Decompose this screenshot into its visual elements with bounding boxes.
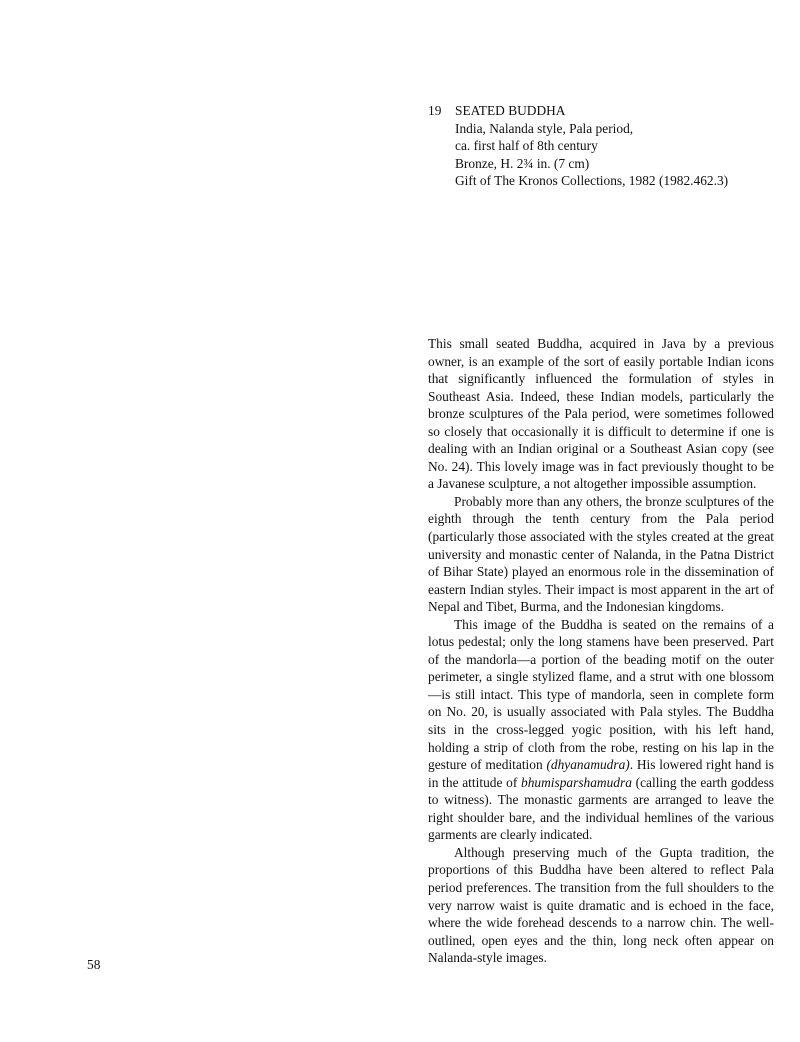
caption-credit: Gift of The Kronos Collections, 1982 (1982.462.3)	[455, 173, 729, 189]
paragraph-3: This image of the Buddha is seated on the remains of a lotus pedestal; only the long stamens have been preserved. Part of the mandorla—a portion of the beading motif on the outer perimeter, a single stylized flame, and a strut with one blossom—is still intact. This type of mandorla, seen in complete form on No. 20, is usually associated with Pala styles. The Buddha sits in the cross-legged yogic position, with his left hand, holding a strip of cloth from the robe, resting on his lap in the gesture of meditation (dhyanamudra). His lowered right hand is in the attitude of bhumisparshamudra (calling the earth goddess to witness). The monastic garments are arranged to leave the right shoulder bare, and the individual hemlines of the various garments are clearly indicated.	[428, 616, 774, 843]
caption-title: SEATED BUDDHA	[455, 103, 566, 118]
caption-material: Bronze, H. 2¾ in. (7 cm)	[455, 155, 590, 171]
caption-lines	[455, 102, 788, 190]
paragraph-2: Probably more than any others, the bronze sculptures of the eighth through the tenth century from the Pala period (particularly those associated with the styles created at the great university and monastic center of Nalanda, in the Patna District of Bihar State) played an enormous role in the dissemination of eastern Indian styles. Their impact is most apparent in the art of Nepal and Tibet, Burma, and the Indonesian kingdoms.	[428, 493, 774, 615]
paragraph-4: Although preserving much of the Gupta tradition, the proportions of this Buddha have been altered to reflect Pala period preferences. The transition from the full shoulders to the very narrow waist is quite dramatic and is echoed in the face, where the wide forehead descends to a narrow chin. The well-outlined, open eyes and the thin, long neck often appear on Nalanda-style images.	[428, 844, 774, 966]
article-body	[428, 335, 774, 967]
paragraph-1: This small seated Buddha, acquired in Java by a previous owner, is an example of the sort of easily portable Indian icons that significantly influenced the formulation of styles in Southeast Asia. Indeed, these Indian models, particularly the bronze sculptures of the Pala period, were sometimes followed so closely that occasionally it is difficult to determine if one is dealing with an Indian original or a Southeast Asian copy (see No. 24). This lovely image was in fact previously thought to be a Javanese sculpture, a not altogether impossible assumption.	[428, 336, 774, 492]
catalogue-caption	[428, 102, 788, 190]
caption-origin: India, Nalanda style, Pala period,	[455, 120, 634, 136]
catalogue-number: 19	[428, 103, 442, 118]
page-number: 58	[87, 957, 101, 972]
caption-date: ca. first half of 8th century	[455, 138, 598, 154]
